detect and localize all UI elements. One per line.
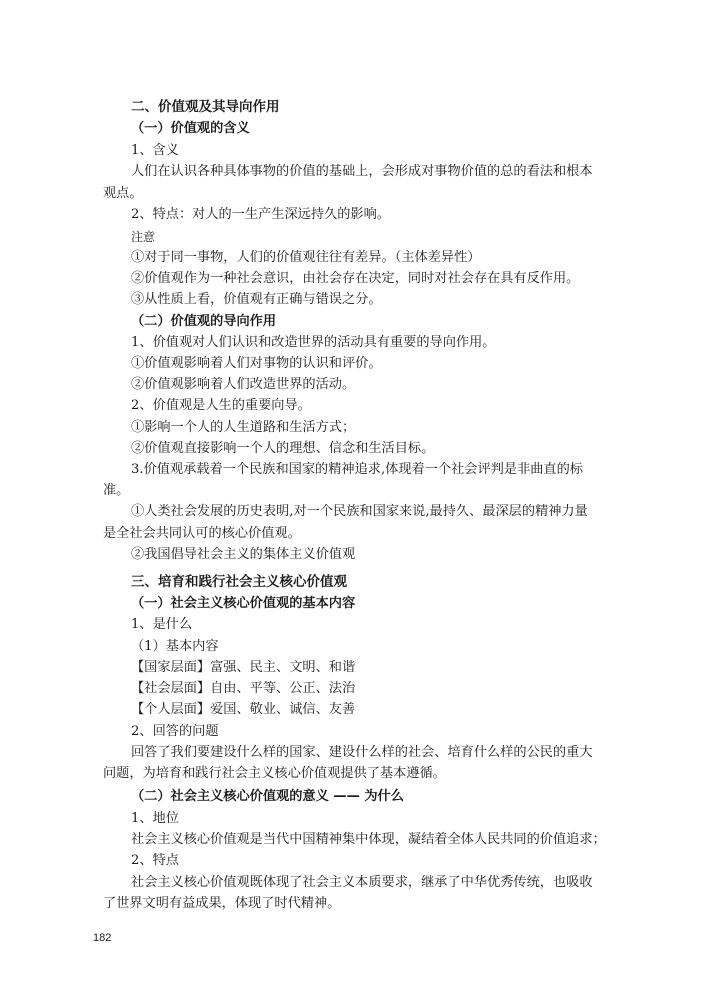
text-line: 1、价值观对人们认识和改造世界的活动具有重要的导向作用。 bbox=[131, 335, 496, 350]
text-line: 【个人层面】爱国、敬业、诚信、友善 bbox=[131, 702, 356, 717]
text-line: ②价值观直接影响一个人的理想、信念和生活目标。 bbox=[131, 441, 435, 456]
text-line: 3.价值观承载着一个民族和国家的精神追求,体现着一个社会评判是非曲直的标 bbox=[131, 462, 583, 477]
note-label: 注意 bbox=[131, 230, 156, 244]
text-line: ①人类社会发展的历史表明,对一个民族和国家来说,最持久、最深层的精神力量 bbox=[131, 504, 588, 519]
text-line: 2、特点 bbox=[131, 853, 179, 868]
text-line: 是全社会共同认可的核心价值观。 bbox=[103, 526, 301, 541]
section-heading-3: 三、培育和践行社会主义核心价值观 bbox=[131, 574, 347, 590]
subsection-heading-2-1: （一）价值观的含义 bbox=[131, 121, 250, 136]
text-line: 【国家层面】富强、民主、文明、和谐 bbox=[131, 660, 356, 675]
text-line: 2、价值观是人生的重要向导。 bbox=[131, 398, 311, 413]
text-line: ③从性质上看，价值观有正确与错误之分。 bbox=[131, 292, 382, 307]
text-line: 人们在认识各种具体事物的价值的基础上，会形成对事物价值的总的看法和根本 bbox=[131, 164, 593, 179]
text-line: 【社会层面】自由、平等、公正、法治 bbox=[131, 681, 356, 696]
page-number: 182 bbox=[93, 932, 112, 944]
subsection-heading-2-2: （二）价值观的导向作用 bbox=[131, 314, 277, 329]
text-line: ①对于同一事物，人们的价值观往往有差异。（主体差异性） bbox=[131, 250, 481, 265]
subsection-heading-3-1: （一）社会主义核心价值观的基本内容 bbox=[131, 596, 356, 611]
section-heading-2: 二、价值观及其导向作用 bbox=[131, 99, 280, 115]
subsection-heading-3-2: （二）社会主义核心价值观的意义 —— 为什么 bbox=[131, 789, 404, 804]
text-line: 1、含义 bbox=[131, 143, 179, 158]
text-line: 社会主义核心价值观既体现了社会主义本质要求，继承了中华优秀传统，也吸收 bbox=[131, 875, 593, 890]
text-line: 准。 bbox=[103, 483, 130, 498]
text-line: ①价值观影响着人们对事物的认识和评价。 bbox=[131, 356, 382, 371]
text-line: ②我国倡导社会主义的集体主义价值观 bbox=[131, 547, 356, 562]
text-line: ②价值观影响着人们改造世界的活动。 bbox=[131, 377, 356, 392]
text-line: （1）基本内容 bbox=[131, 639, 219, 654]
text-line: ②价值观作为一种社会意识，由社会存在决定，同时对社会存在具有反作用。 bbox=[131, 271, 580, 286]
text-line: 2、特点：对人的一生产生深远持久的影响。 bbox=[131, 207, 390, 222]
text-line: 了世界文明有益成果，体现了时代精神。 bbox=[103, 896, 341, 911]
text-line: 1、地位 bbox=[131, 811, 179, 826]
text-line: 问题，为培育和践行社会主义核心价值观提供了基本遵循。 bbox=[103, 766, 446, 781]
text-line: 社会主义核心价值观是当代中国精神集中体现，凝结着全体人民共同的价值追求； bbox=[131, 832, 606, 847]
text-line: ①影响一个人的人生道路和生活方式； bbox=[131, 420, 356, 435]
text-line: 1、是什么 bbox=[131, 617, 193, 632]
text-line: 回答了我们要建设什么样的国家、建设什么样的社会、培育什么样的公民的重大 bbox=[131, 745, 593, 760]
text-line: 观点。 bbox=[103, 186, 143, 201]
text-line: 2、回答的问题 bbox=[131, 724, 219, 739]
